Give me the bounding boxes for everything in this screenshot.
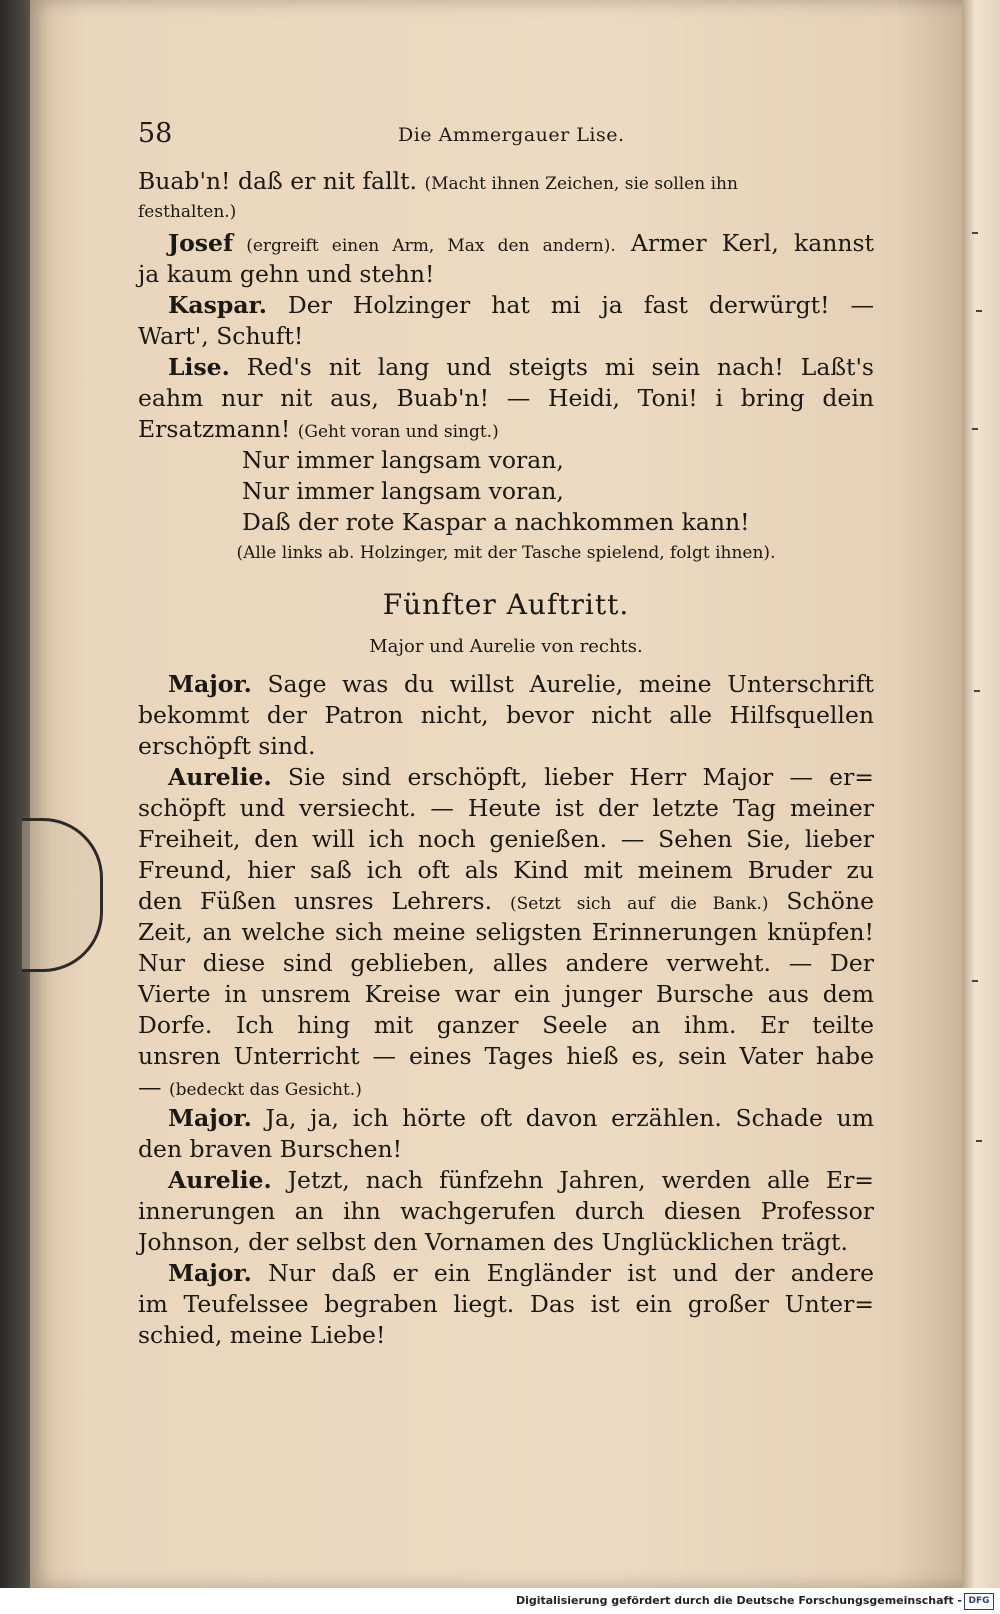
line-text: Nur immer langsam voran, — [242, 477, 564, 505]
text-line — [138, 917, 874, 948]
footer-credit: Digitalisierung gefördert durch die Deutsche Forschungsgemeinschaft - — [515, 1594, 962, 1607]
text-line — [138, 1165, 874, 1196]
line-text: festhalten.) — [138, 202, 237, 222]
text-line — [138, 948, 874, 979]
stage-direction: (Geht voran und singt.) — [297, 422, 499, 442]
line-text: (Alle links ab. Holzinger, mit der Tasche spielend, folgt ihnen). — [236, 543, 776, 563]
line-text: Freund, hier saß ich oft als Kind mit meinem Bruder zu — [138, 856, 874, 884]
line-text: Ersatzmann! — [138, 415, 298, 443]
text-line — [138, 259, 874, 290]
text-line — [138, 1227, 874, 1258]
text-line — [138, 476, 874, 507]
page-number: 58 — [138, 118, 173, 149]
text-line — [138, 1258, 874, 1289]
line-text: Zeit, an welche sich meine seligsten Erinnerungen knüpfen! — [138, 918, 874, 946]
speaker-name: Major. — [168, 1259, 252, 1287]
stage-direction: (bedeckt das Gesicht.) — [168, 1080, 362, 1100]
text-line — [138, 538, 874, 569]
text-line — [138, 731, 874, 762]
stage-direction: (Setzt sich auf die Bank.) — [509, 894, 769, 914]
next-page-edge — [962, 0, 1000, 1588]
line-text: schied, meine Liebe! — [138, 1321, 386, 1349]
line-text: Johnson, der selbst den Vornamen des Unglücklichen trägt. — [138, 1228, 848, 1256]
text-line — [138, 414, 874, 445]
speaker-name: Major. — [168, 670, 252, 698]
line-text: den Füßen unsres Lehrers. — [138, 887, 510, 915]
line-text: Major und Aurelie von rechts. — [369, 636, 643, 657]
line-text: Nur daß er ein Engländer ist und der andere — [251, 1259, 874, 1287]
text-line — [138, 352, 874, 383]
speaker-name: Lise. — [168, 353, 230, 381]
line-text: Der Holzinger hat mi ja fast derwürgt! — — [266, 291, 874, 319]
line-text: Red's nit lang und steigts mi sein nach! Laßt's — [229, 353, 874, 381]
line-text: Jetzt, nach fünfzehn Jahren, werden alle Er= — [271, 1166, 874, 1194]
speaker-name: Aurelie. — [168, 1166, 272, 1194]
line-text: innerungen an ihn wachgerufen durch diesen Professor — [138, 1197, 874, 1225]
line-text: Schöne — [768, 887, 874, 915]
speaker-name: Major. — [168, 1104, 252, 1132]
text-line — [138, 228, 874, 259]
text-line — [138, 700, 874, 731]
text-line — [138, 290, 874, 321]
text-line — [138, 1320, 874, 1351]
line-text: Nur diese sind geblieben, alles andere verweht. — Der — [138, 949, 874, 977]
page-clip — [22, 818, 103, 972]
text-line — [138, 886, 874, 917]
line-text: Armer Kerl, kannst — [615, 229, 874, 257]
stage-direction: (ergreift einen Arm, Max den andern). — [233, 236, 616, 256]
text-line — [138, 166, 874, 197]
dfg-logo-icon: DFG — [964, 1593, 994, 1610]
text-line — [138, 383, 874, 414]
line-text: bekommt der Patron nicht, bevor nicht alle Hilfsquellen — [138, 701, 874, 729]
line-text: Freiheit, den will ich noch genießen. — Sehen Sie, lieber — [138, 825, 874, 853]
line-text: Sage was du willst Aurelie, meine Unterschrift — [251, 670, 874, 698]
line-text: Fünfter Auftritt. — [382, 588, 630, 621]
text-line — [138, 793, 874, 824]
text-line — [138, 1196, 874, 1227]
speaker-name: Kaspar. — [168, 291, 267, 319]
line-text: schöpft und versiecht. — Heute ist der letzte Tag meiner — [138, 794, 874, 822]
line-text: erschöpft sind. — [138, 732, 316, 760]
line-text: Sie sind erschöpft, lieber Herr Major — er= — [271, 763, 874, 791]
text-line — [138, 669, 874, 700]
speaker-name: Josef — [168, 229, 234, 257]
stage-direction: (Macht ihnen Zeichen, sie sollen ihn — [424, 174, 738, 194]
text-line — [138, 629, 874, 669]
line-text: eahm nur nit aus, Buab'n! — Heidi, Toni! i bring dein — [138, 384, 874, 412]
line-text: Dorfe. Ich hing mit ganzer Seele an ihm. Er teilte — [138, 1011, 874, 1039]
text-line — [138, 1072, 874, 1103]
line-text: Wart', Schuft! — [138, 322, 304, 350]
line-text: Ja, ja, ich hörte oft davon erzählen. Schade um — [251, 1104, 874, 1132]
line-text: — — [138, 1073, 169, 1101]
text-line — [138, 824, 874, 855]
speaker-name: Aurelie. — [168, 763, 272, 791]
text-line — [138, 197, 874, 228]
text-line — [138, 321, 874, 352]
text-line — [138, 855, 874, 886]
digitization-footer — [0, 1588, 1000, 1614]
text-line — [138, 1289, 874, 1320]
text-line — [138, 569, 874, 629]
text-line — [138, 1010, 874, 1041]
line-text: Vierte in unsrem Kreise war ein junger Bursche aus dem — [138, 980, 874, 1008]
line-text: unsren Unterricht — eines Tages hieß es, sein Vater habe — [138, 1042, 874, 1070]
page-header — [138, 118, 878, 152]
text-line — [138, 1134, 874, 1165]
text-line — [138, 979, 874, 1010]
line-text: Daß der rote Kaspar a nachkommen kann! — [242, 508, 750, 536]
line-text: im Teufelssee begraben liegt. Das ist ein großer Unter= — [138, 1290, 874, 1318]
text-line — [138, 762, 874, 793]
text-line — [138, 445, 874, 476]
body-text — [138, 166, 874, 1351]
text-line — [138, 1103, 874, 1134]
line-text: ja kaum gehn und stehn! — [138, 260, 435, 288]
text-line — [138, 1041, 874, 1072]
text-line — [138, 507, 874, 538]
line-text: Nur immer langsam voran, — [242, 446, 564, 474]
running-title: Die Ammergauer Lise. — [398, 124, 625, 146]
line-text: Buab'n! daß er nit fallt. — [138, 167, 425, 195]
line-text: den braven Burschen! — [138, 1135, 403, 1163]
